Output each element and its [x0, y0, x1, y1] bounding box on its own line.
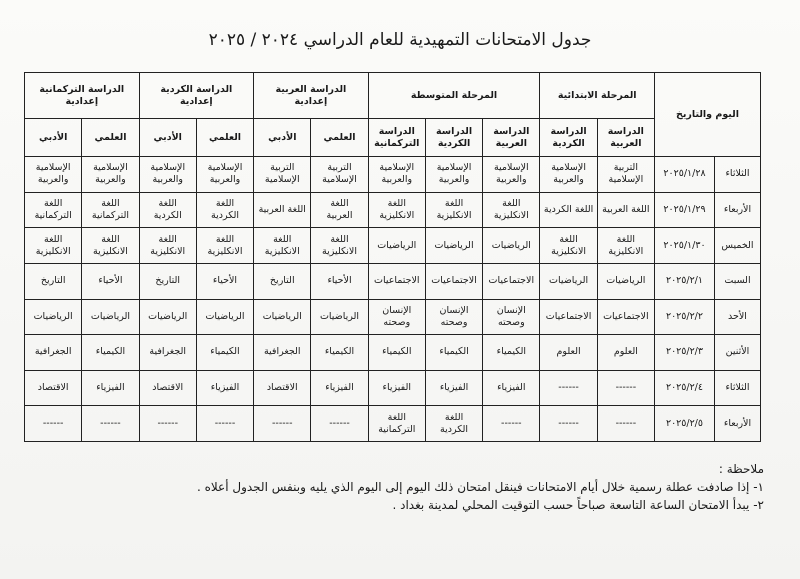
header-middle: المرحلة المتوسطة: [368, 73, 540, 119]
subject-cell: الإنسان وصحته: [483, 299, 540, 335]
sub-header-row: [25, 119, 761, 157]
subject-cell: الرياضيات: [25, 299, 82, 335]
subject-cell: التربية الإسلامية: [311, 157, 368, 193]
day-cell: الثلاثاء: [715, 157, 761, 193]
sub-header-cell: الدراسة الكردية: [425, 119, 482, 157]
subject-cell: ------: [540, 406, 597, 442]
subject-cell: اللغة الكردية: [196, 192, 253, 228]
sub-header-cell: العلمي: [196, 119, 253, 157]
subject-cell: ------: [82, 406, 139, 442]
schedule-body: [25, 157, 761, 442]
date-cell: ٢٠٢٥/١/٣٠: [654, 228, 714, 264]
subject-cell: التربية الإسلامية: [597, 157, 654, 193]
subject-cell: الرياضيات: [597, 263, 654, 299]
sub-header-cell: الأدبي: [25, 119, 82, 157]
subject-cell: الفيزياء: [368, 370, 425, 406]
table-row: [25, 406, 761, 442]
subject-cell: الإنسان وصحته: [368, 299, 425, 335]
subject-cell: اللغة الانكليزية: [196, 228, 253, 264]
subject-cell: الإنسان وصحته: [425, 299, 482, 335]
subject-cell: الأحياء: [196, 263, 253, 299]
subject-cell: ------: [483, 406, 540, 442]
notes-section: [24, 460, 764, 514]
subject-cell: اللغة الكردية: [139, 192, 196, 228]
subject-cell: العلوم: [597, 335, 654, 371]
sub-header-cell: الأدبي: [254, 119, 311, 157]
subject-cell: ------: [311, 406, 368, 442]
header-turkmen-prep: الدراسة التركمانية إعدادية: [25, 73, 140, 119]
subject-cell: اللغة التركمانية: [82, 192, 139, 228]
subject-cell: التاريخ: [254, 263, 311, 299]
subject-cell: الفيزياء: [82, 370, 139, 406]
subject-cell: الكيمياء: [368, 335, 425, 371]
subject-cell: الاجتماعيات: [368, 263, 425, 299]
date-cell: ٢٠٢٥/٢/٥: [654, 406, 714, 442]
subject-cell: ------: [597, 370, 654, 406]
table-row: [25, 335, 761, 371]
date-cell: ٢٠٢٥/٢/٢: [654, 299, 714, 335]
header-day-date: اليوم والتاريخ: [654, 73, 760, 157]
notes-heading: ملاحظة :: [718, 462, 764, 476]
table-row: [25, 192, 761, 228]
subject-cell: ------: [196, 406, 253, 442]
subject-cell: الكيمياء: [311, 335, 368, 371]
subject-cell: التربية الإسلامية: [254, 157, 311, 193]
day-cell: الأثنين: [715, 335, 761, 371]
subject-cell: الاجتماعيات: [597, 299, 654, 335]
header-arabic-prep: الدراسة العربية إعدادية: [254, 73, 369, 119]
subject-cell: الفيزياء: [196, 370, 253, 406]
subject-cell: الإسلامية والعربية: [139, 157, 196, 193]
subject-cell: الكيمياء: [82, 335, 139, 371]
subject-cell: الاقتصاد: [139, 370, 196, 406]
subject-cell: ------: [540, 370, 597, 406]
subject-cell: الإسلامية والعربية: [483, 157, 540, 193]
subject-cell: الاقتصاد: [254, 370, 311, 406]
subject-cell: الرياضيات: [368, 228, 425, 264]
subject-cell: اللغة الانكليزية: [597, 228, 654, 264]
subject-cell: اللغة الانكليزية: [254, 228, 311, 264]
table-row: [25, 263, 761, 299]
header-primary: المرحلة الابتدائية: [540, 73, 655, 119]
subject-cell: الجغرافية: [25, 335, 82, 371]
subject-cell: الفيزياء: [425, 370, 482, 406]
day-cell: السبت: [715, 263, 761, 299]
subject-cell: الرياضيات: [196, 299, 253, 335]
subject-cell: اللغة الكردية: [425, 406, 482, 442]
subject-cell: اللغة التركمانية: [25, 192, 82, 228]
note-item-1: ١- إذا صادفت عطلة رسمية خلال أيام الامتحانات فينقل امتحان ذلك اليوم إلى اليوم الذي يليه وبنفس الجدول أعلاه .: [196, 480, 764, 494]
table-row: [25, 299, 761, 335]
sub-header-cell: الدراسة العربية: [483, 119, 540, 157]
day-cell: الأربعاء: [715, 406, 761, 442]
sub-header-cell: الدراسة الكردية: [540, 119, 597, 157]
sub-header-cell: الدراسة العربية: [597, 119, 654, 157]
subject-cell: اللغة الانكليزية: [311, 228, 368, 264]
subject-cell: ------: [254, 406, 311, 442]
date-cell: ٢٠٢٥/١/٢٩: [654, 192, 714, 228]
subject-cell: الفيزياء: [311, 370, 368, 406]
subject-cell: الكيمياء: [425, 335, 482, 371]
subject-cell: اللغة العربية: [311, 192, 368, 228]
subject-cell: اللغة الانكليزية: [483, 192, 540, 228]
header-kurdish-prep: الدراسة الكردية إعدادية: [139, 73, 254, 119]
day-cell: الثلاثاء: [715, 370, 761, 406]
day-cell: الخميس: [715, 228, 761, 264]
subject-cell: الإسلامية والعربية: [82, 157, 139, 193]
subject-cell: الرياضيات: [425, 228, 482, 264]
subject-cell: الأحياء: [311, 263, 368, 299]
subject-cell: الرياضيات: [254, 299, 311, 335]
page-title: جدول الامتحانات التمهيدية للعام الدراسي ٢٠٢٤ / ٢٠٢٥: [208, 30, 592, 50]
date-cell: ٢٠٢٥/٢/٣: [654, 335, 714, 371]
subject-cell: ------: [25, 406, 82, 442]
date-cell: ٢٠٢٥/١/٢٨: [654, 157, 714, 193]
subject-cell: الاجتماعيات: [425, 263, 482, 299]
subject-cell: اللغة الانكليزية: [425, 192, 482, 228]
subject-cell: الإسلامية والعربية: [196, 157, 253, 193]
subject-cell: الفيزياء: [483, 370, 540, 406]
subject-cell: الاجتماعيات: [483, 263, 540, 299]
day-cell: الأحد: [715, 299, 761, 335]
sub-header-cell: الأدبي: [139, 119, 196, 157]
subject-cell: الإسلامية والعربية: [425, 157, 482, 193]
subject-cell: الإسلامية والعربية: [25, 157, 82, 193]
subject-cell: الاقتصاد: [25, 370, 82, 406]
subject-cell: اللغة التركمانية: [368, 406, 425, 442]
subject-cell: اللغة الانكليزية: [82, 228, 139, 264]
table-row: [25, 157, 761, 193]
sub-header-cell: العلمي: [82, 119, 139, 157]
table-row: [25, 228, 761, 264]
subject-cell: اللغة الانكليزية: [139, 228, 196, 264]
subject-cell: التاريخ: [139, 263, 196, 299]
subject-cell: الجغرافية: [139, 335, 196, 371]
subject-cell: الرياضيات: [82, 299, 139, 335]
subject-cell: اللغة العربية: [254, 192, 311, 228]
subject-cell: التاريخ: [25, 263, 82, 299]
exam-schedule-table: [24, 72, 761, 442]
subject-cell: اللغة العربية: [597, 192, 654, 228]
subject-cell: اللغة الكردية: [540, 192, 597, 228]
day-cell: الأربعاء: [715, 192, 761, 228]
sub-header-cell: العلمي: [311, 119, 368, 157]
subject-cell: اللغة الانكليزية: [540, 228, 597, 264]
subject-cell: الإسلامية والعربية: [368, 157, 425, 193]
date-cell: ٢٠٢٥/٢/١: [654, 263, 714, 299]
subject-cell: اللغة الانكليزية: [25, 228, 82, 264]
note-item-2: ٢- يبدأ الامتحان الساعة التاسعة صباحاً حسب التوقيت المحلي لمدينة بغداد .: [392, 498, 764, 512]
subject-cell: الأحياء: [82, 263, 139, 299]
subject-cell: الرياضيات: [311, 299, 368, 335]
subject-cell: الكيمياء: [483, 335, 540, 371]
subject-cell: الرياضيات: [540, 263, 597, 299]
sub-header-cell: الدراسة التركمانية: [368, 119, 425, 157]
table-row: [25, 370, 761, 406]
subject-cell: ------: [597, 406, 654, 442]
subject-cell: الكيمياء: [196, 335, 253, 371]
date-cell: ٢٠٢٥/٢/٤: [654, 370, 714, 406]
subject-cell: الاجتماعيات: [540, 299, 597, 335]
subject-cell: الإسلامية والعربية: [540, 157, 597, 193]
subject-cell: الرياضيات: [139, 299, 196, 335]
subject-cell: اللغة الانكليزية: [368, 192, 425, 228]
subject-cell: الجغرافية: [254, 335, 311, 371]
subject-cell: ------: [139, 406, 196, 442]
subject-cell: العلوم: [540, 335, 597, 371]
subject-cell: الرياضيات: [483, 228, 540, 264]
